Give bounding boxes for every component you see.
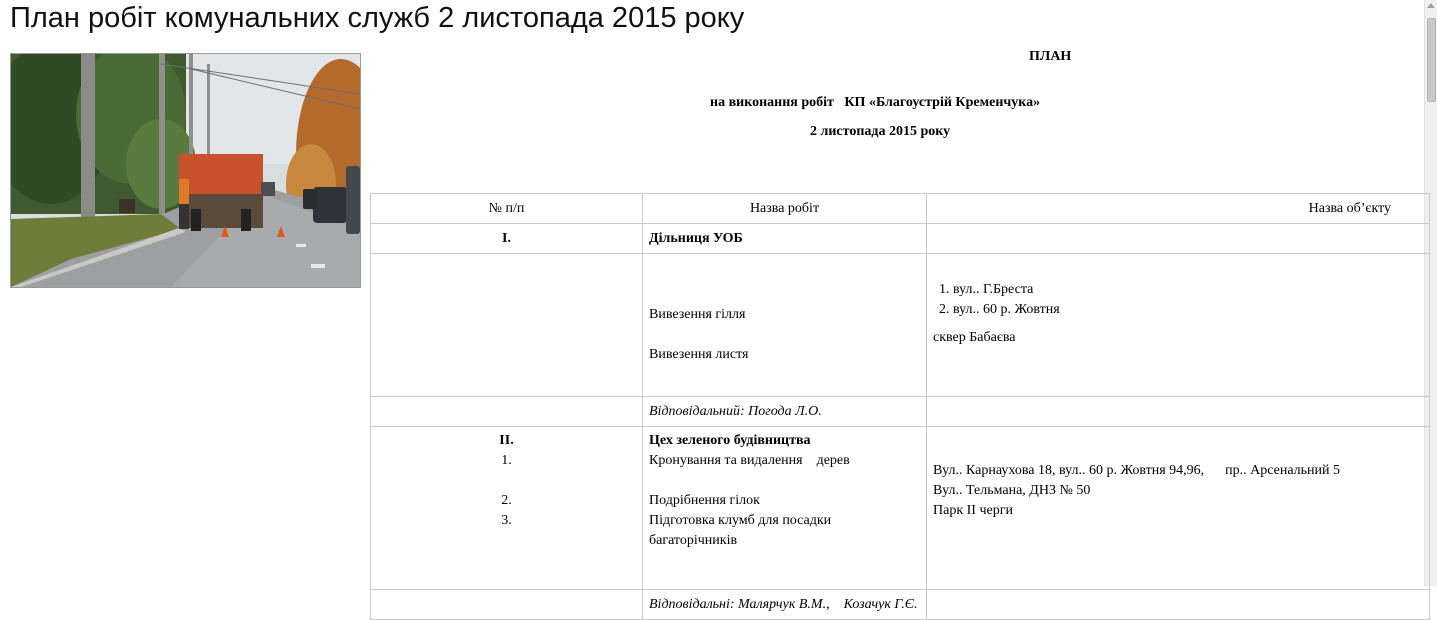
section-name: Цех зеленого будівництва: [649, 433, 811, 448]
document-heading: ПЛАН: [1029, 49, 1072, 64]
document-date: 2 листопада 2015 року: [810, 124, 951, 139]
table-row: [371, 254, 1430, 397]
responsible-persons: Відповідальні: Малярчук В.М., Козачук Г.Є.: [643, 590, 927, 620]
section-name: Дільниця УОБ: [643, 224, 927, 254]
list-item: 1. вул.. Г.Бреста: [953, 280, 1423, 300]
empty-cell: [927, 224, 1430, 254]
empty-cell: [371, 590, 643, 620]
empty-cell: [371, 397, 643, 427]
works-cell: [643, 254, 927, 397]
objects-cell: [927, 254, 1430, 397]
works-cell: [643, 427, 927, 590]
section-number: II.: [499, 433, 514, 448]
section-number: I.: [371, 224, 643, 254]
numbers-cell: [371, 427, 643, 590]
work-item: багаторічників: [649, 533, 738, 548]
item-number: 1.: [501, 453, 512, 468]
work-item: Підготовка клумб для посадки: [649, 513, 832, 528]
work-item: Вивезення гілля: [649, 307, 746, 322]
scroll-up-arrow-icon[interactable]: [1427, 3, 1435, 8]
object-item: сквер Бабаєва: [933, 330, 1016, 345]
table-header-row: [371, 194, 1430, 224]
scroll-thumb[interactable]: [1427, 18, 1436, 102]
list-item: 2. вул.. 60 р. Жовтня: [953, 300, 1423, 320]
table-row: [371, 427, 1430, 590]
header-work-name: Назва робіт: [643, 194, 927, 224]
work-item: Подрібнення гілок: [649, 493, 760, 508]
table-row: [371, 397, 1430, 427]
work-item: Вивезення листя: [649, 347, 749, 362]
work-item: Кронування та видалення дерев: [649, 453, 850, 468]
objects-cell: [927, 427, 1430, 590]
object-item: Вул.. Карнаухова 18, вул.. 60 р. Жовтня 94,96, пр.. Арсенальний 5: [933, 463, 1341, 478]
header-object-name: Назва об’єкту: [927, 194, 1430, 224]
objects-list: [933, 280, 1423, 320]
table-row: [371, 590, 1430, 620]
document-subtitle: на виконання робіт КП «Благоустрій Кременчука»: [710, 95, 1041, 110]
empty-cell: [927, 397, 1430, 427]
item-number: 3.: [501, 513, 512, 528]
page-title: План робіт комунальних служб 2 листопада 2015 року: [10, 2, 745, 34]
road-works-photo: [10, 53, 361, 288]
empty-cell: [927, 590, 1430, 620]
table-row: [371, 224, 1430, 254]
object-item: Вул.. Тельмана, ДНЗ № 50: [933, 483, 1091, 498]
item-number: 2.: [501, 493, 512, 508]
object-item: Парк ІІ черги: [933, 503, 1013, 518]
responsible-person: Відповідальний: Погода Л.О.: [643, 397, 927, 427]
work-plan-table: [370, 193, 1430, 620]
header-number: № п/п: [371, 194, 643, 224]
empty-cell: [371, 254, 643, 397]
